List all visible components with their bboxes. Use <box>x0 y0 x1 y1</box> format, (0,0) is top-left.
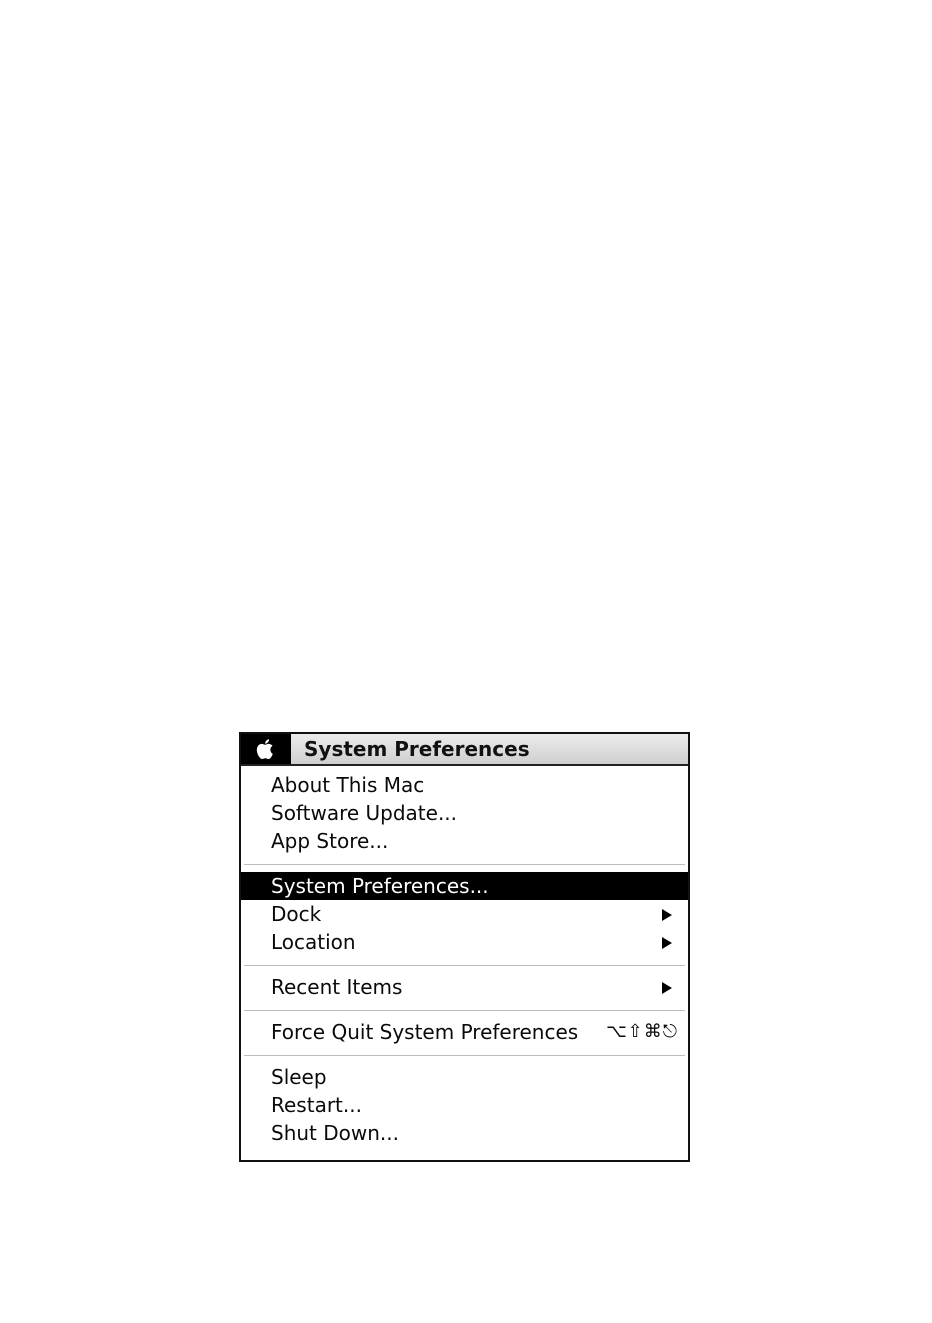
menu-item-force-quit[interactable] <box>241 1018 688 1046</box>
submenu-arrow-icon <box>662 937 672 949</box>
menu-item-label: Sleep <box>271 1065 327 1089</box>
menu-separator <box>244 965 685 966</box>
menu-item-system-preferences[interactable] <box>241 872 688 900</box>
menu-item-shut-down[interactable] <box>241 1119 688 1147</box>
submenu-arrow-icon <box>662 909 672 921</box>
apple-menu-dropdown <box>241 766 688 1160</box>
menu-item-recent-items[interactable] <box>241 973 688 1001</box>
menu-item-label: Shut Down... <box>271 1121 399 1145</box>
menu-item-label: About This Mac <box>271 773 425 797</box>
menu-item-restart[interactable] <box>241 1091 688 1119</box>
app-name-menu[interactable]: System Preferences <box>304 737 530 761</box>
menu-item-software-update[interactable] <box>241 799 688 827</box>
apple-menu-window <box>239 732 690 1162</box>
menu-item-label: Force Quit System Preferences <box>271 1020 579 1044</box>
apple-logo-icon <box>254 737 278 761</box>
menu-item-about-this-mac[interactable] <box>241 771 688 799</box>
menu-separator <box>244 1010 685 1011</box>
menu-item-label: Restart... <box>271 1093 362 1117</box>
menu-item-location[interactable] <box>241 928 688 956</box>
menu-item-label: Location <box>271 930 356 954</box>
menu-item-label: App Store... <box>271 829 389 853</box>
menu-item-label: Recent Items <box>271 975 403 999</box>
menu-item-dock[interactable] <box>241 900 688 928</box>
menu-separator <box>244 864 685 865</box>
keyboard-shortcut: ⌥⇧⌘⎋ <box>605 1021 678 1042</box>
submenu-arrow-icon <box>662 982 672 994</box>
apple-menu-button[interactable] <box>241 734 291 764</box>
menu-item-label: Software Update... <box>271 801 458 825</box>
menu-separator <box>244 1055 685 1056</box>
menu-item-label: Dock <box>271 902 322 926</box>
menu-item-sleep[interactable] <box>241 1063 688 1091</box>
menu-item-app-store[interactable] <box>241 827 688 855</box>
menu-item-label: System Preferences... <box>271 874 489 898</box>
menu-bar <box>241 734 688 766</box>
